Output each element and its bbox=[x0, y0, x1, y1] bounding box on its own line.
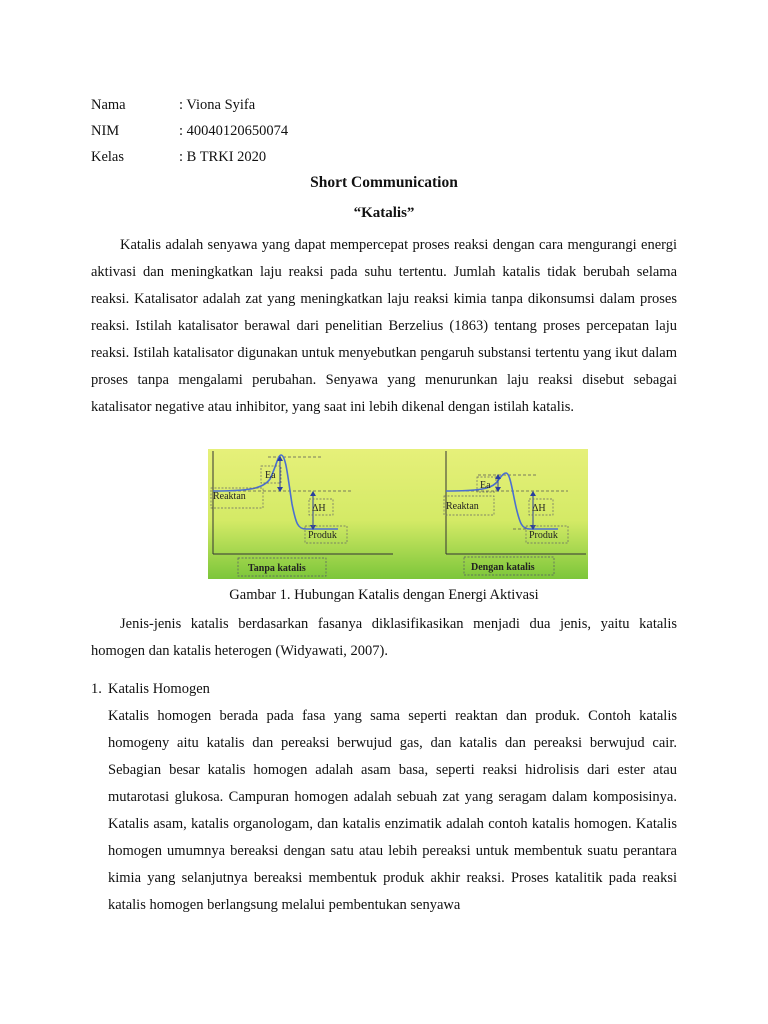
right-produk-label: Produk bbox=[529, 530, 558, 541]
nim-label: NIM bbox=[91, 123, 120, 139]
name-row bbox=[91, 92, 288, 118]
left-ea-label: Ea bbox=[265, 470, 276, 481]
list-item-heading bbox=[91, 676, 210, 703]
list-item-title: Katalis Homogen bbox=[108, 681, 210, 697]
left-produk-label: Produk bbox=[308, 530, 337, 541]
intro-paragraph: Katalis adalah senyawa yang dapat mempercepat proses reaksi dengan cara mengurangi energi aktivasi dan meningkatkan laju reaksi pada suhu tertentu. Jumlah katalis tidak berubah selama reaksi. Katalisator adalah zat yang meningkatkan laju reaksi kimia tanpa dikonsumsi dalam proses reaksi. Istilah katalisator berawal dari penelitian Berzelius (1863) tentang proses percepatan laju reaksi. Istilah katalisator digunakan untuk menyebutkan pengaruh substansi tertentu yang ikut dalam proses tanpa mengalami perubahan. Senyawa yang menurunkan laju reaksi disebut sebagai katalisator negative atau inhibitor, yang saat ini lebih dikenal dengan istilah katalis. bbox=[91, 237, 677, 415]
figure-background bbox=[208, 449, 588, 579]
right-ea-label: Ea bbox=[480, 480, 491, 491]
left-dh-label: ΔH bbox=[312, 503, 326, 514]
right-reaktan-label: Reaktan bbox=[446, 501, 479, 512]
document-title: Short Communication bbox=[310, 174, 458, 191]
right-panel-label: Dengan katalis bbox=[471, 562, 535, 573]
left-panel-label: Tanpa katalis bbox=[248, 563, 306, 574]
nim-value: : 40040120650074 bbox=[179, 123, 289, 139]
list-item-body: Katalis homogen berada pada fasa yang sama seperti reaktan dan produk. Contoh katalis homogeny aitu katalis dan pereaksi berwujud gas, dan katalis dan pereaksi berwujud cair. Sebagian besar katalis homogen adalah asam basa, seperti reaksi hidrolisis dari ester atau mutarotasi glukosa. Campuran homogen adalah sebuah zat yang seragam dalam komposisinya. Katalis asam, katalis organologam, dan katalis enzimatik adalah contoh katalis homogen. Katalis homogen umumnya bereaksi dengan satu atau lebih pereaksi untuk membentuk suatu perantara kimia yang selanjutnya bereaksi membentuk produk akhir reaksi. Proses katalitik pada reaksi katalis homogen berlangsung melalui pembentukan senyawa bbox=[108, 708, 677, 913]
kelas-row bbox=[91, 144, 288, 170]
figure-caption: Gambar 1. Hubungan Katalis dengan Energi Aktivasi bbox=[229, 587, 539, 603]
energy-diagram-figure bbox=[208, 449, 588, 579]
right-dh-label: ΔH bbox=[532, 503, 546, 514]
kelas-value: : B TRKI 2020 bbox=[179, 149, 267, 165]
classification-paragraph: Jenis-jenis katalis berdasarkan fasanya diklasifikasikan menjadi dua jenis, yaitu katalis homogen dan katalis heterogen (Widyawati, 2007). bbox=[91, 616, 677, 659]
name-label: Nama bbox=[91, 97, 126, 113]
left-reaktan-label: Reaktan bbox=[213, 491, 246, 502]
list-item-number: 1. bbox=[91, 681, 102, 697]
nim-row bbox=[91, 118, 288, 144]
name-value: : Viona Syifa bbox=[179, 97, 256, 113]
student-info bbox=[91, 92, 288, 170]
energy-diagram bbox=[208, 449, 588, 579]
document-subtitle: “Katalis” bbox=[353, 205, 415, 221]
kelas-label: Kelas bbox=[91, 149, 125, 165]
